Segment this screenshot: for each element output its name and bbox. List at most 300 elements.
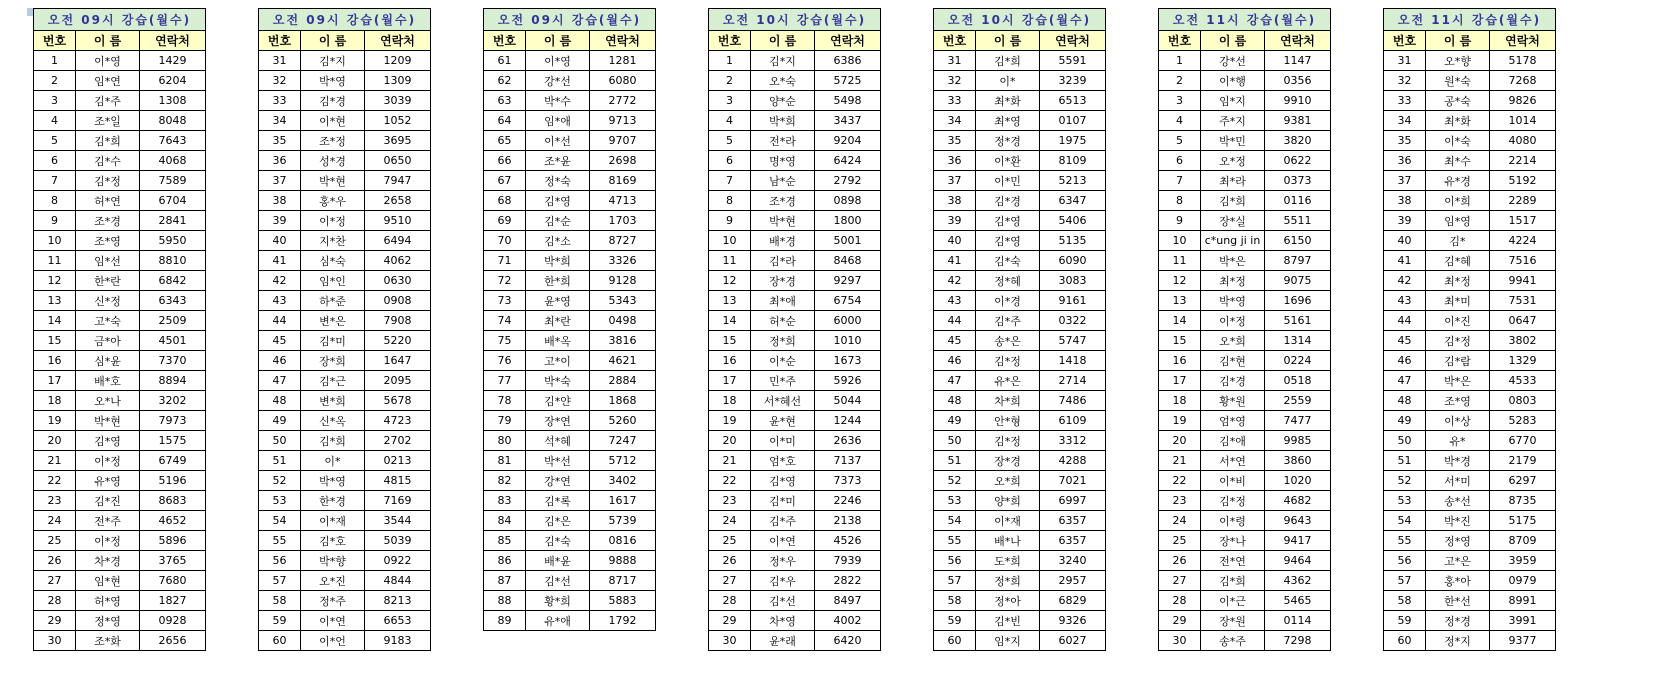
- cell-number: 33: [259, 91, 301, 111]
- cell-number: 82: [484, 471, 526, 491]
- cell-number: 15: [709, 331, 751, 351]
- cell-number: 62: [484, 71, 526, 91]
- cell-contact: 6420: [815, 631, 881, 651]
- cell-number: 7: [34, 171, 76, 191]
- table-row: [1159, 91, 1331, 111]
- cell-contact: 4652: [140, 511, 206, 531]
- cell-number: 34: [934, 111, 976, 131]
- cell-name: 이*정: [76, 451, 140, 471]
- cell-number: 13: [709, 291, 751, 311]
- cell-number: 29: [1159, 611, 1201, 631]
- cell-name: 김*순: [526, 211, 590, 231]
- cell-contact: 1020: [1265, 471, 1331, 491]
- cell-name: 송*주: [1201, 631, 1265, 651]
- cell-name: 홍*우: [301, 191, 365, 211]
- table-row: [709, 411, 881, 431]
- cell-contact: 0213: [365, 451, 431, 471]
- cell-contact: 0114: [1265, 611, 1331, 631]
- cell-number: 8: [709, 191, 751, 211]
- table-row: [934, 111, 1106, 131]
- cell-name: 이*행: [1201, 71, 1265, 91]
- cell-contact: 5135: [1040, 231, 1106, 251]
- cell-name: 장*연: [526, 411, 590, 431]
- cell-contact: 3816: [590, 331, 656, 351]
- cell-contact: 7680: [140, 571, 206, 591]
- cell-name: 장*나: [1201, 531, 1265, 551]
- cell-name: 최*정: [1201, 271, 1265, 291]
- cell-contact: 4533: [1490, 371, 1556, 391]
- cell-name: 김*은: [526, 511, 590, 531]
- table-row: [259, 571, 431, 591]
- table-row: [1384, 431, 1556, 451]
- cell-name: 박*희: [751, 111, 815, 131]
- cell-number: 61: [484, 51, 526, 71]
- cell-name: 최*애: [751, 291, 815, 311]
- cell-number: 3: [1159, 91, 1201, 111]
- table-row: [1159, 171, 1331, 191]
- cell-name: 김*미: [751, 491, 815, 511]
- cell-name: 오*진: [301, 571, 365, 591]
- cell-number: 40: [934, 231, 976, 251]
- cell-name: 김*영: [976, 231, 1040, 251]
- cell-contact: 5406: [1040, 211, 1106, 231]
- column-header-contact: 연락처: [365, 31, 431, 51]
- cell-contact: 4501: [140, 331, 206, 351]
- cell-number: 10: [34, 231, 76, 251]
- cell-contact: 5044: [815, 391, 881, 411]
- cell-contact: 5220: [365, 331, 431, 351]
- table-row: [484, 611, 656, 631]
- cell-name: 서*혜선: [751, 391, 815, 411]
- cell-name: 이*민: [976, 171, 1040, 191]
- table-row: [259, 71, 431, 91]
- cell-number: 20: [709, 431, 751, 451]
- cell-number: 54: [259, 511, 301, 531]
- cell-name: 이*재: [301, 511, 365, 531]
- table-row: [259, 51, 431, 71]
- cell-number: 84: [484, 511, 526, 531]
- cell-contact: 9985: [1265, 431, 1331, 451]
- cell-contact: 7531: [1490, 291, 1556, 311]
- cell-number: 47: [1384, 371, 1426, 391]
- table-row: [934, 371, 1106, 391]
- table-row: [34, 191, 206, 211]
- cell-contact: 8991: [1490, 591, 1556, 611]
- cell-number: 14: [709, 311, 751, 331]
- cell-contact: 1792: [590, 611, 656, 631]
- table-row: [484, 311, 656, 331]
- cell-number: 52: [1384, 471, 1426, 491]
- cell-number: 56: [259, 551, 301, 571]
- table-row: [709, 491, 881, 511]
- cell-name: 한*희: [526, 271, 590, 291]
- roster-table-1: [33, 8, 206, 651]
- cell-contact: 7021: [1040, 471, 1106, 491]
- table-row: [484, 151, 656, 171]
- table-row: [709, 131, 881, 151]
- table-row: [34, 171, 206, 191]
- table-row: [709, 51, 881, 71]
- table-row: [709, 271, 881, 291]
- cell-number: 48: [1384, 391, 1426, 411]
- cell-name: 정*아: [976, 591, 1040, 611]
- table-row: [934, 531, 1106, 551]
- cell-name: 박*숙: [526, 371, 590, 391]
- cell-contact: 1281: [590, 51, 656, 71]
- cell-name: 최*라: [1201, 171, 1265, 191]
- cell-number: 4: [34, 111, 76, 131]
- cell-contact: 2658: [365, 191, 431, 211]
- table-row: [1159, 491, 1331, 511]
- cell-contact: 7486: [1040, 391, 1106, 411]
- cell-contact: 5001: [815, 231, 881, 251]
- cell-name: 김*라: [751, 251, 815, 271]
- cell-contact: 1647: [365, 351, 431, 371]
- table-row: [1384, 111, 1556, 131]
- cell-name: 이*연: [751, 531, 815, 551]
- cell-contact: 1418: [1040, 351, 1106, 371]
- cell-name: 홍*아: [1426, 571, 1490, 591]
- cell-contact: 6494: [365, 231, 431, 251]
- table-row: [259, 191, 431, 211]
- table-row: [34, 91, 206, 111]
- table-row: [709, 391, 881, 411]
- cell-number: 39: [1384, 211, 1426, 231]
- cell-name: 정*희: [976, 571, 1040, 591]
- cell-number: 54: [1384, 511, 1426, 531]
- cell-number: 57: [259, 571, 301, 591]
- cell-name: 송*은: [976, 331, 1040, 351]
- table-row: [1159, 631, 1331, 651]
- cell-contact: 8468: [815, 251, 881, 271]
- cell-number: 24: [1159, 511, 1201, 531]
- cell-contact: 6749: [140, 451, 206, 471]
- cell-number: 37: [1384, 171, 1426, 191]
- table-row: [484, 491, 656, 511]
- column-header-row: [1384, 31, 1556, 51]
- cell-contact: 9075: [1265, 271, 1331, 291]
- cell-number: 41: [259, 251, 301, 271]
- cell-contact: 8894: [140, 371, 206, 391]
- cell-contact: 2772: [590, 91, 656, 111]
- table-row: [259, 311, 431, 331]
- table-row: [1159, 311, 1331, 331]
- cell-name: 김*빈: [976, 611, 1040, 631]
- table-row: [34, 511, 206, 531]
- cell-contact: 6357: [1040, 511, 1106, 531]
- column-header-name: 이 름: [76, 31, 140, 51]
- cell-contact: 9643: [1265, 511, 1331, 531]
- cell-name: 황*희: [526, 591, 590, 611]
- cell-number: 7: [1159, 171, 1201, 191]
- cell-name: 이*재: [976, 511, 1040, 531]
- cell-contact: 1010: [815, 331, 881, 351]
- cell-name: 강*연: [526, 471, 590, 491]
- cell-contact: 6357: [1040, 531, 1106, 551]
- table-row: [34, 251, 206, 271]
- cell-contact: 8169: [590, 171, 656, 191]
- cell-contact: 1575: [140, 431, 206, 451]
- cell-contact: 7268: [1490, 71, 1556, 91]
- table-row: [934, 151, 1106, 171]
- cell-number: 83: [484, 491, 526, 511]
- cell-name: 조*영: [1426, 391, 1490, 411]
- roster-table-3: [483, 8, 656, 631]
- cell-contact: 2714: [1040, 371, 1106, 391]
- cell-name: 이*숙: [1426, 131, 1490, 151]
- cell-name: 이*선: [526, 131, 590, 151]
- cell-name: 신*옥: [301, 411, 365, 431]
- cell-number: 77: [484, 371, 526, 391]
- cell-contact: 4002: [815, 611, 881, 631]
- cell-contact: 2289: [1490, 191, 1556, 211]
- table-row: [484, 211, 656, 231]
- cell-number: 48: [259, 391, 301, 411]
- table-row: [1384, 91, 1556, 111]
- cell-contact: 6090: [1040, 251, 1106, 271]
- cell-name: 김*우: [751, 571, 815, 591]
- table-row: [34, 411, 206, 431]
- cell-contact: 8727: [590, 231, 656, 251]
- cell-number: 59: [934, 611, 976, 631]
- cell-name: 박*경: [1426, 451, 1490, 471]
- cell-name: 김*혜: [1426, 251, 1490, 271]
- cell-number: 23: [34, 491, 76, 511]
- column-header-name: 이 름: [1201, 31, 1265, 51]
- cell-contact: 9381: [1265, 111, 1331, 131]
- cell-contact: 4288: [1040, 451, 1106, 471]
- table-row: [34, 111, 206, 131]
- cell-contact: 5196: [140, 471, 206, 491]
- cell-number: 13: [34, 291, 76, 311]
- table-row: [259, 451, 431, 471]
- cell-contact: 5896: [140, 531, 206, 551]
- cell-contact: 0979: [1490, 571, 1556, 591]
- table-row: [484, 531, 656, 551]
- cell-name: 남*순: [751, 171, 815, 191]
- table-row: [1384, 231, 1556, 251]
- cell-contact: 0647: [1490, 311, 1556, 331]
- cell-contact: 1052: [365, 111, 431, 131]
- cell-name: 김*희: [976, 51, 1040, 71]
- column-header-name: 이 름: [301, 31, 365, 51]
- cell-number: 51: [934, 451, 976, 471]
- cell-contact: 7373: [815, 471, 881, 491]
- table-row: [259, 371, 431, 391]
- column-header-row: [709, 31, 881, 51]
- cell-contact: 8683: [140, 491, 206, 511]
- table-row: [484, 191, 656, 211]
- table-row: [1159, 51, 1331, 71]
- cell-number: 11: [1159, 251, 1201, 271]
- cell-name: 김*영: [76, 431, 140, 451]
- table-row: [934, 51, 1106, 71]
- cell-contact: 6000: [815, 311, 881, 331]
- cell-contact: 9377: [1490, 631, 1556, 651]
- cell-number: 18: [709, 391, 751, 411]
- cell-contact: 6204: [140, 71, 206, 91]
- cell-name: 이*정: [301, 211, 365, 231]
- table-row: [259, 171, 431, 191]
- cell-number: 23: [1159, 491, 1201, 511]
- cell-contact: 1617: [590, 491, 656, 511]
- table-row: [1384, 151, 1556, 171]
- table-row: [934, 551, 1106, 571]
- cell-number: 36: [1384, 151, 1426, 171]
- cell-number: 41: [934, 251, 976, 271]
- cell-number: 27: [34, 571, 76, 591]
- cell-name: 한*선: [1426, 591, 1490, 611]
- table-title: 오전 11시 강습(월수): [1384, 9, 1556, 31]
- cell-contact: 9161: [1040, 291, 1106, 311]
- cell-number: 86: [484, 551, 526, 571]
- cell-number: 3: [709, 91, 751, 111]
- cell-name: 김*희: [76, 131, 140, 151]
- cell-number: 34: [1384, 111, 1426, 131]
- cell-contact: 7973: [140, 411, 206, 431]
- cell-name: 조*화: [76, 631, 140, 651]
- table-row: [484, 451, 656, 471]
- cell-name: 장*경: [751, 271, 815, 291]
- cell-number: 80: [484, 431, 526, 451]
- cell-number: 87: [484, 571, 526, 591]
- table-row: [934, 471, 1106, 491]
- cell-number: 17: [34, 371, 76, 391]
- table-row: [1159, 511, 1331, 531]
- cell-name: 주*지: [1201, 111, 1265, 131]
- cell-contact: 3991: [1490, 611, 1556, 631]
- cell-number: 7: [709, 171, 751, 191]
- table-row: [1159, 391, 1331, 411]
- cell-number: 63: [484, 91, 526, 111]
- table-row: [259, 111, 431, 131]
- cell-number: 45: [934, 331, 976, 351]
- table-row: [34, 471, 206, 491]
- cell-name: 윤*영: [526, 291, 590, 311]
- cell-number: 11: [34, 251, 76, 271]
- cell-contact: 3437: [815, 111, 881, 131]
- cell-contact: 8497: [815, 591, 881, 611]
- table-row: [34, 631, 206, 651]
- cell-number: 27: [1159, 571, 1201, 591]
- cell-contact: 1329: [1490, 351, 1556, 371]
- table-row: [34, 591, 206, 611]
- cell-contact: 7298: [1265, 631, 1331, 651]
- cell-contact: 3820: [1265, 131, 1331, 151]
- table-row: [484, 271, 656, 291]
- cell-contact: 5678: [365, 391, 431, 411]
- column-header-number: 번호: [1384, 31, 1426, 51]
- cell-name: 유*은: [976, 371, 1040, 391]
- cell-contact: 6386: [815, 51, 881, 71]
- cell-name: 임*지: [1201, 91, 1265, 111]
- cell-number: 5: [709, 131, 751, 151]
- table-row: [34, 131, 206, 151]
- cell-number: 88: [484, 591, 526, 611]
- cell-name: 김*미: [301, 331, 365, 351]
- cell-name: 강*선: [526, 71, 590, 91]
- cell-contact: 5161: [1265, 311, 1331, 331]
- cell-name: 고*은: [1426, 551, 1490, 571]
- table-row: [1159, 71, 1331, 91]
- table-row: [1159, 191, 1331, 211]
- table-row: [259, 531, 431, 551]
- cell-number: 24: [709, 511, 751, 531]
- cell-number: 59: [1384, 611, 1426, 631]
- cell-name: 허*순: [751, 311, 815, 331]
- table-row: [259, 431, 431, 451]
- cell-contact: 9888: [590, 551, 656, 571]
- cell-name: 이*영: [526, 51, 590, 71]
- cell-number: 17: [1159, 371, 1201, 391]
- cell-contact: 2841: [140, 211, 206, 231]
- table-row: [709, 111, 881, 131]
- cell-name: 배*윤: [526, 551, 590, 571]
- table-row: [709, 251, 881, 271]
- column-header-number: 번호: [484, 31, 526, 51]
- table-row: [259, 411, 431, 431]
- cell-name: 오*희: [1201, 331, 1265, 351]
- cell-number: 68: [484, 191, 526, 211]
- table-row: [1384, 311, 1556, 331]
- cell-number: 31: [1384, 51, 1426, 71]
- cell-number: 74: [484, 311, 526, 331]
- cell-name: 박*희: [526, 251, 590, 271]
- cell-contact: 1147: [1265, 51, 1331, 71]
- cell-name: 박*현: [301, 171, 365, 191]
- cell-number: 38: [1384, 191, 1426, 211]
- cell-name: 하*준: [301, 291, 365, 311]
- cell-number: 59: [259, 611, 301, 631]
- cell-name: 김*경: [976, 191, 1040, 211]
- cell-number: 26: [1159, 551, 1201, 571]
- cell-number: 48: [934, 391, 976, 411]
- table-row: [34, 371, 206, 391]
- cell-number: 30: [709, 631, 751, 651]
- cell-name: 김*희: [1201, 571, 1265, 591]
- cell-number: 52: [259, 471, 301, 491]
- table-row: [259, 91, 431, 111]
- column-header-name: 이 름: [526, 31, 590, 51]
- cell-number: 35: [1384, 131, 1426, 151]
- cell-name: 허*연: [76, 191, 140, 211]
- cell-contact: 2138: [815, 511, 881, 531]
- table-row: [259, 131, 431, 151]
- cell-contact: 9183: [365, 631, 431, 651]
- cell-name: 김*주: [976, 311, 1040, 331]
- column-header-number: 번호: [34, 31, 76, 51]
- cell-contact: 6770: [1490, 431, 1556, 451]
- cell-contact: 1209: [365, 51, 431, 71]
- cell-number: 45: [259, 331, 301, 351]
- column-header-contact: 연락처: [815, 31, 881, 51]
- cell-contact: 8735: [1490, 491, 1556, 511]
- table-row: [484, 551, 656, 571]
- table-row: [934, 571, 1106, 591]
- cell-number: 43: [1384, 291, 1426, 311]
- cell-contact: 7137: [815, 451, 881, 471]
- table-row: [709, 511, 881, 531]
- cell-name: 엄*호: [751, 451, 815, 471]
- cell-name: 이*상: [1426, 411, 1490, 431]
- table-row: [709, 431, 881, 451]
- table-row: [259, 231, 431, 251]
- cell-contact: 4362: [1265, 571, 1331, 591]
- table-row: [484, 591, 656, 611]
- table-row: [259, 491, 431, 511]
- cell-contact: 9713: [590, 111, 656, 131]
- table-row: [259, 271, 431, 291]
